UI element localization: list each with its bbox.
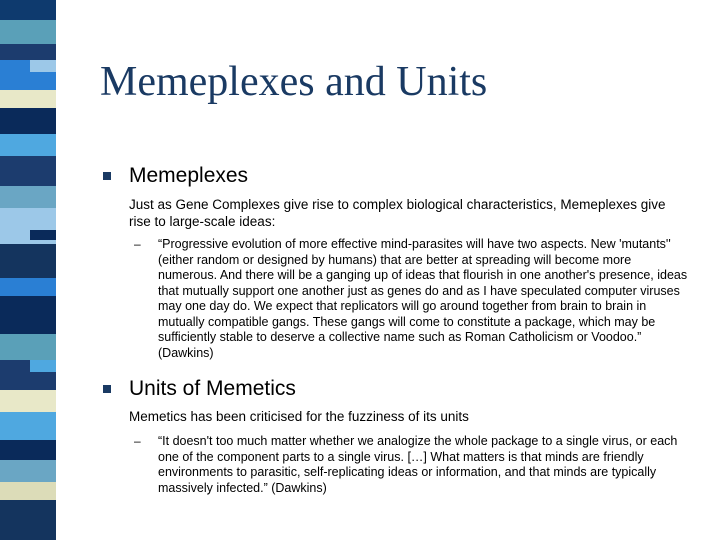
section-text-units: Memetics has been criticised for the fuzziness of its units [129, 409, 469, 424]
section-heading-memeplexes: Memeplexes [129, 164, 249, 187]
bullet-square [103, 172, 111, 180]
quote-memeplexes: “Progressive evolution of more effective mind-parasites will have two aspects. New 'mutants'' (either random or designed by humans) that are better at spreading will become more numerous. And there will be a ganging up of ideas that flourish in one another's presence, ideas that mutually support one another just as genes do and as I have speculated computer viruses may one day do. We expect that replicators will go around together from brain to brain in mutually compatible gangs. These gangs will come to constitute a package, which may be sufficiently stable to deserve a collective name such as Roman Catholicism or Voodoo.” (Dawkins) [158, 237, 688, 360]
decorative-stripe [0, 0, 56, 540]
quote-units: “It doesn't too much matter whether we analogize the whole package to a single virus, or each one of the component parts to a single virus. […] What matters is that minds are friendly environments to parasitic, self-replicating ideas or information, and that minds are typically massively infected.” (Dawkins) [158, 434, 678, 495]
section-heading-units: Units of Memetics [129, 377, 296, 400]
bullet-square [103, 385, 111, 393]
section-text-memeplexes: Just as Gene Complexes give rise to complex biological characteristics, Memeplexes give rise to large-scale ideas: [129, 197, 666, 229]
slide-title: Memeplexes and Units [100, 59, 488, 105]
dash-marker: – [134, 434, 141, 448]
dash-marker: – [134, 237, 141, 251]
